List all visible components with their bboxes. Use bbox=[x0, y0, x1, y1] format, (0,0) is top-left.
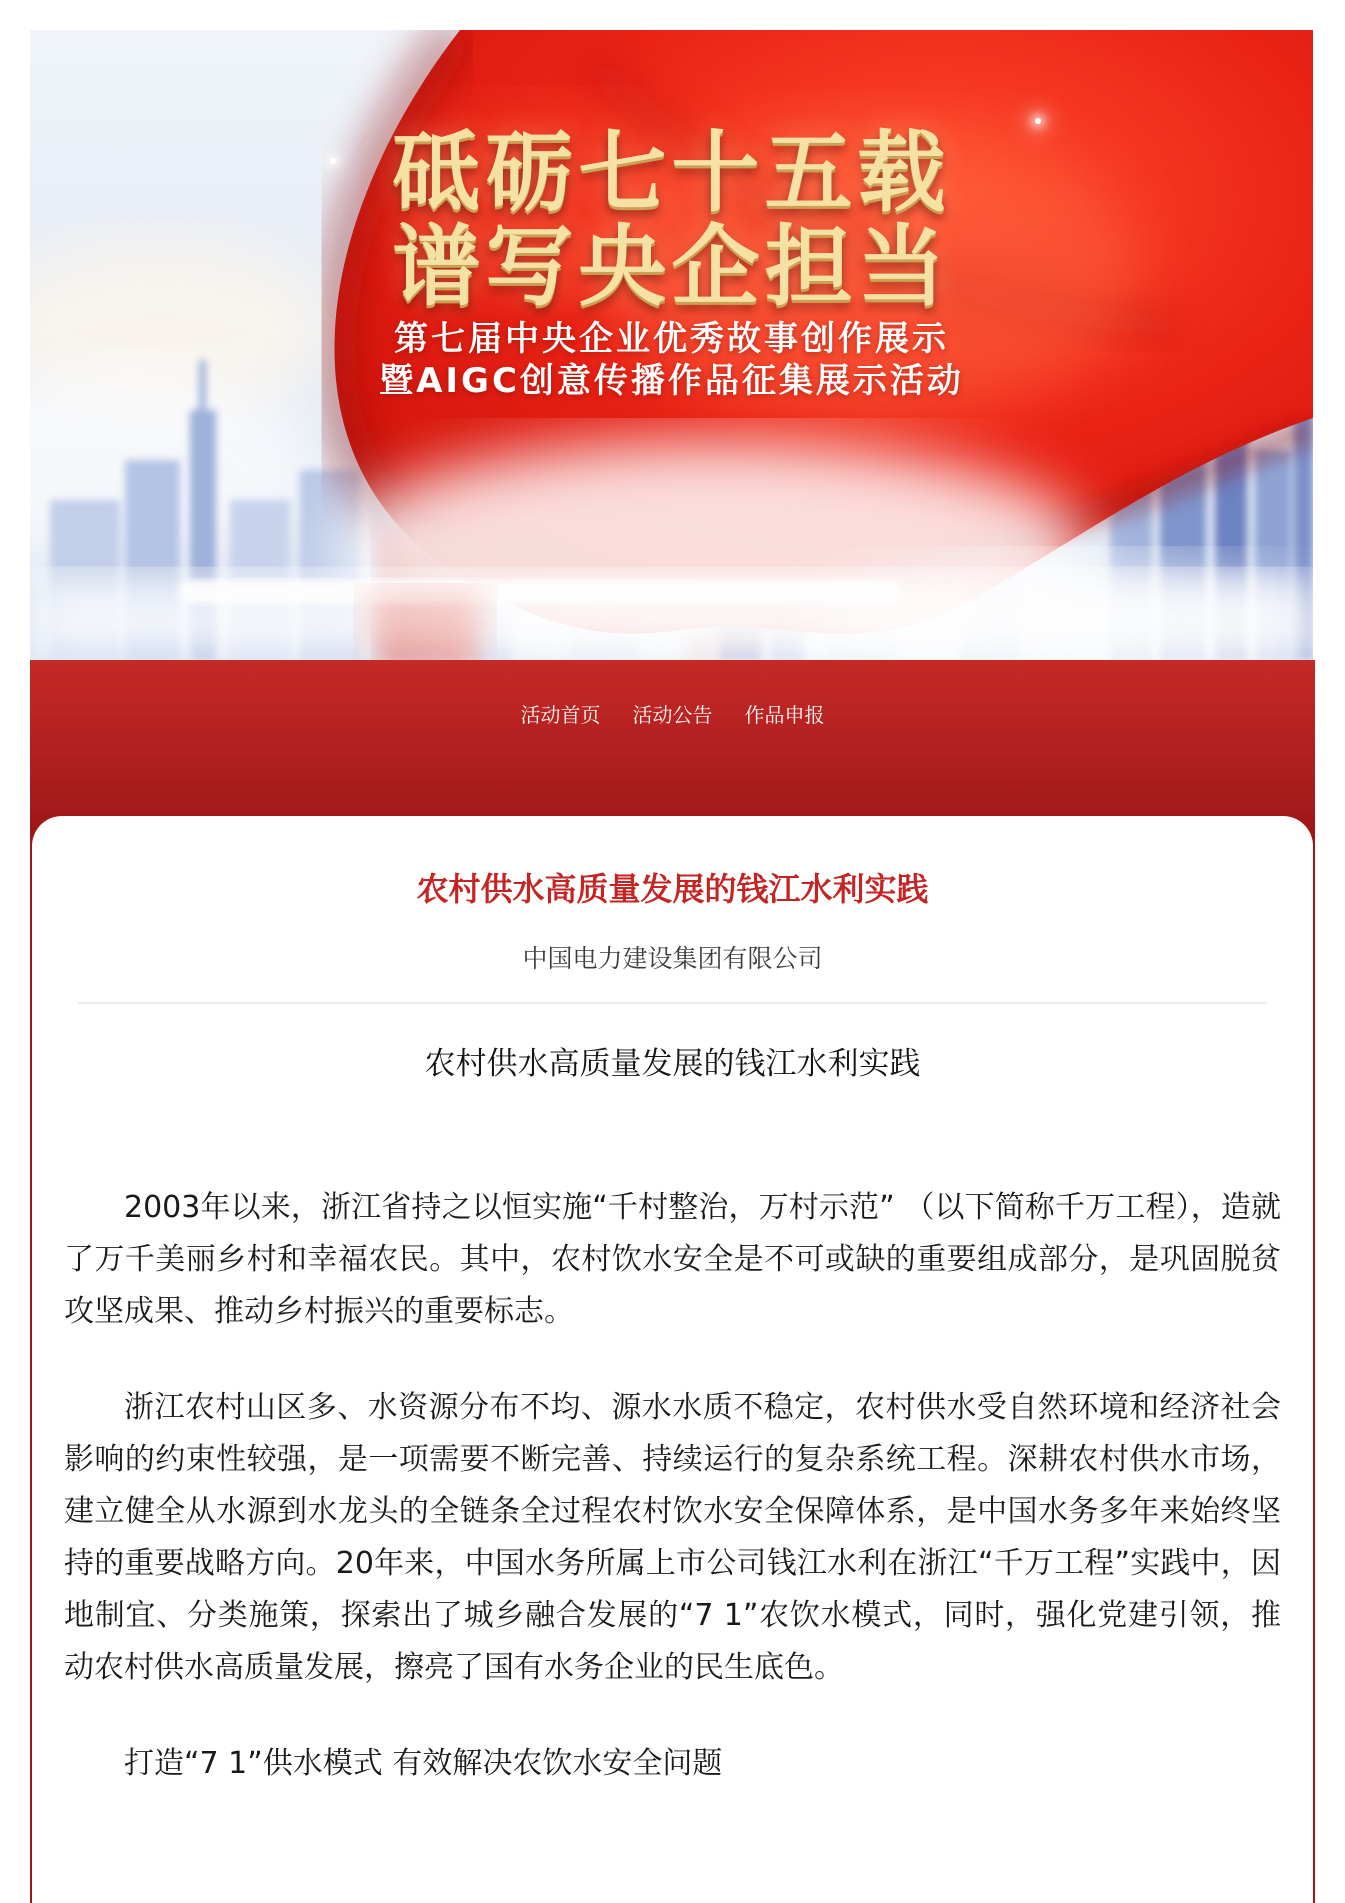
red-background-band bbox=[30, 660, 1315, 1903]
banner-title-line1: 砥砺七十五载 bbox=[392, 121, 951, 224]
banner-title-line2: 谱写央企担当 bbox=[392, 215, 951, 318]
article-heading: 农村供水高质量发展的钱江水利实践 bbox=[424, 1046, 921, 1082]
article-body bbox=[64, 1182, 1281, 1790]
nav-item-announcements[interactable]: 活动公告 bbox=[632, 703, 713, 727]
article-title: 农村供水高质量发展的钱江水利实践 bbox=[416, 870, 929, 908]
sparkle-icon bbox=[1035, 118, 1041, 124]
article-card bbox=[32, 816, 1313, 1903]
banner-subtitle-line1: 第七届中央企业优秀故事创作展示 bbox=[394, 319, 949, 359]
banner-subtitle-line2: 暨AIGC创意传播作品征集展示活动 bbox=[379, 361, 964, 401]
company-name: 中国电力建设集团有限公司 bbox=[522, 944, 823, 973]
paragraph: 浙江农村山区多、水资源分布不均、源水水质不稳定，农村供水受自然环境和经济社会影响的约束性较强，是一项需要不断完善、持续运行的复杂系统工程。深耕农村供水市场，建立健全从水源到水龙头的全链条全过程农村饮水安全保障体系，是中国水务多年来始终坚持的重要战略方向。20年来，中国水务所属上市公司钱江水利在浙江“千万工程”实践中，因地制宜、分类施策，探索出了城乡融合发展的“7 1”农饮水模式，同时，强化党建引领，推动农村供水高质量发展，擦亮了国有水务企业的民生底色。 bbox=[64, 1390, 1281, 1685]
sparkle-icon bbox=[330, 158, 336, 164]
nav-item-submission[interactable]: 作品申报 bbox=[744, 703, 825, 727]
main-navigation bbox=[30, 660, 1315, 728]
nav-item-home[interactable]: 活动首页 bbox=[520, 703, 601, 727]
hero-banner bbox=[30, 30, 1313, 660]
divider-line bbox=[78, 1002, 1267, 1004]
banner-text bbox=[30, 30, 1313, 660]
section-subheading: 打造“7 1”供水模式 有效解决农饮水安全问题 bbox=[124, 1746, 723, 1781]
paragraph: 2003年以来，浙江省持之以恒实施“千村整治，万村示范” （以下简称千万工程），造就了万千美丽乡村和幸福农民。其中，农村饮水安全是不可或缺的重要组成部分，是巩固脱贫攻坚成果、推动乡村振兴的重要标志。 bbox=[64, 1190, 1281, 1329]
